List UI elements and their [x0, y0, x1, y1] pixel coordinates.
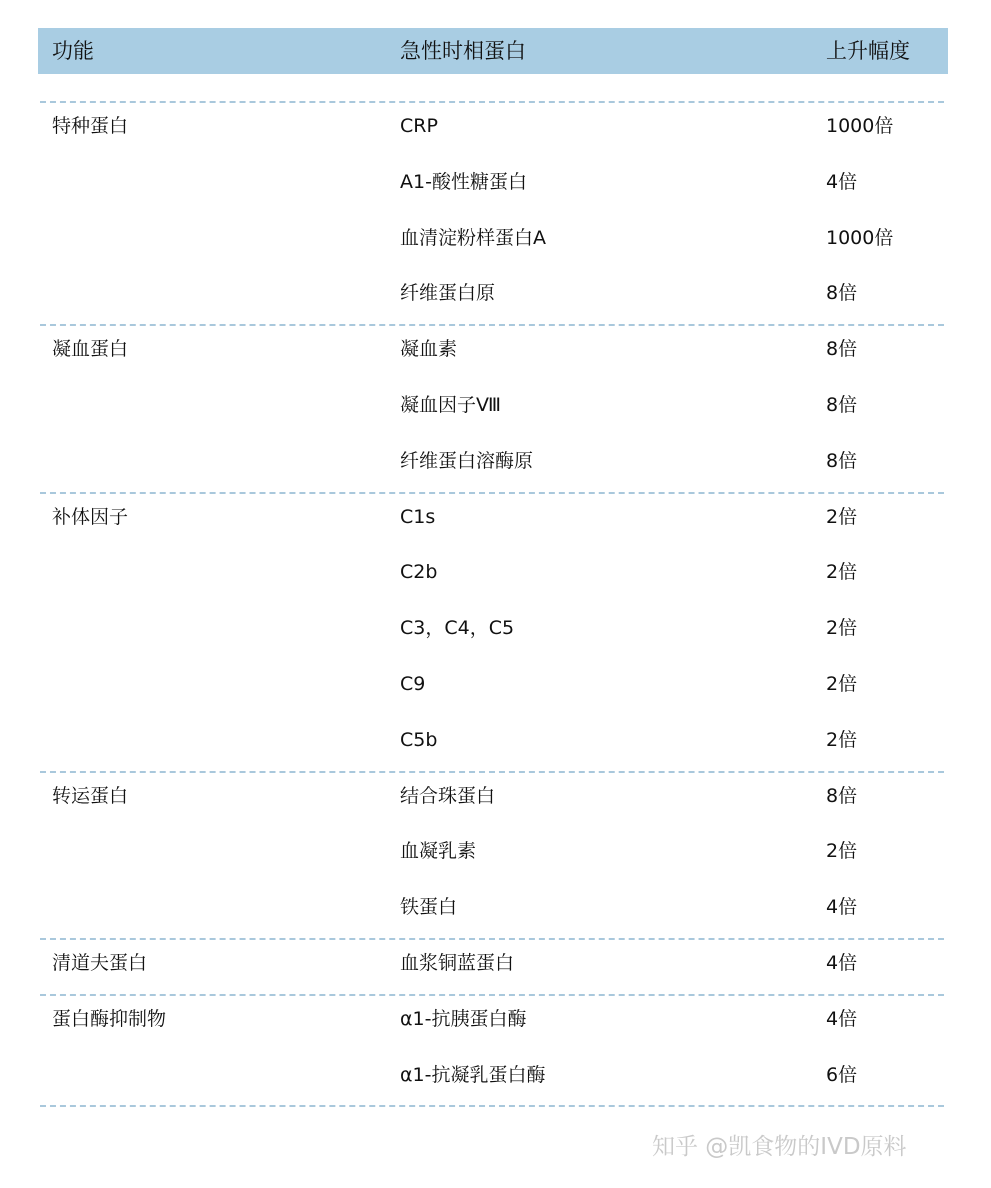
- protein-name: 血浆铜蓝蛋白: [400, 952, 515, 974]
- increase-value: 2倍: [826, 617, 858, 639]
- protein-name: 纤维蛋白溶酶原: [400, 450, 534, 472]
- protein-name: C5b: [400, 729, 438, 751]
- table-header: [38, 28, 948, 74]
- increase-value: 2倍: [826, 506, 858, 528]
- function-label: 特种蛋白: [52, 115, 129, 137]
- protein-name: C2b: [400, 561, 438, 583]
- function-label: 转运蛋白: [52, 785, 129, 807]
- protein-name: C3，C4，C5: [400, 617, 515, 639]
- increase-value: 2倍: [826, 561, 858, 583]
- protein-name: A1-酸性糖蛋白: [400, 171, 527, 193]
- group-separator: [40, 324, 944, 326]
- increase-value: 2倍: [826, 840, 858, 862]
- function-label: 清道夫蛋白: [52, 952, 148, 974]
- protein-name: 结合珠蛋白: [400, 785, 496, 807]
- protein-name: 血清淀粉样蛋白A: [400, 227, 546, 249]
- function-label: 蛋白酶抑制物: [52, 1008, 167, 1030]
- group-separator: [40, 771, 944, 773]
- increase-value: 8倍: [826, 338, 858, 360]
- increase-value: 8倍: [826, 394, 858, 416]
- protein-name: C1s: [400, 506, 436, 528]
- increase-value: 4倍: [826, 1008, 858, 1030]
- group-separator: [40, 938, 944, 940]
- watermark: 知乎 @凯食物的IVD原料: [652, 1134, 907, 1160]
- protein-name: 血凝乳素: [400, 840, 477, 862]
- increase-value: 8倍: [826, 282, 858, 304]
- increase-value: 6倍: [826, 1064, 858, 1086]
- group-separator: [40, 1105, 944, 1107]
- increase-value: 1000倍: [826, 227, 894, 249]
- increase-value: 8倍: [826, 785, 858, 807]
- function-label: 补体因子: [52, 506, 129, 528]
- increase-value: 4倍: [826, 952, 858, 974]
- increase-value: 2倍: [826, 729, 858, 751]
- protein-name: CRP: [400, 115, 438, 137]
- function-label: 凝血蛋白: [52, 338, 129, 360]
- increase-value: 2倍: [826, 673, 858, 695]
- increase-value: 4倍: [826, 896, 858, 918]
- increase-value: 8倍: [826, 450, 858, 472]
- increase-value: 4倍: [826, 171, 858, 193]
- header-function: 功能: [52, 39, 94, 63]
- group-separator: [40, 994, 944, 996]
- protein-name: 纤维蛋白原: [400, 282, 496, 304]
- protein-name: 凝血因子Ⅷ: [400, 394, 502, 416]
- protein-name: α1-抗胰蛋白酶: [400, 1008, 527, 1030]
- protein-name: α1-抗凝乳蛋白酶: [400, 1064, 546, 1086]
- increase-value: 1000倍: [826, 115, 894, 137]
- header-increase: 上升幅度: [826, 39, 910, 63]
- group-separator: [40, 492, 944, 494]
- protein-name: 凝血素: [400, 338, 458, 360]
- protein-name: 铁蛋白: [400, 896, 458, 918]
- group-separator: [40, 101, 944, 103]
- header-protein: 急性时相蛋白: [400, 39, 526, 63]
- protein-name: C9: [400, 673, 426, 695]
